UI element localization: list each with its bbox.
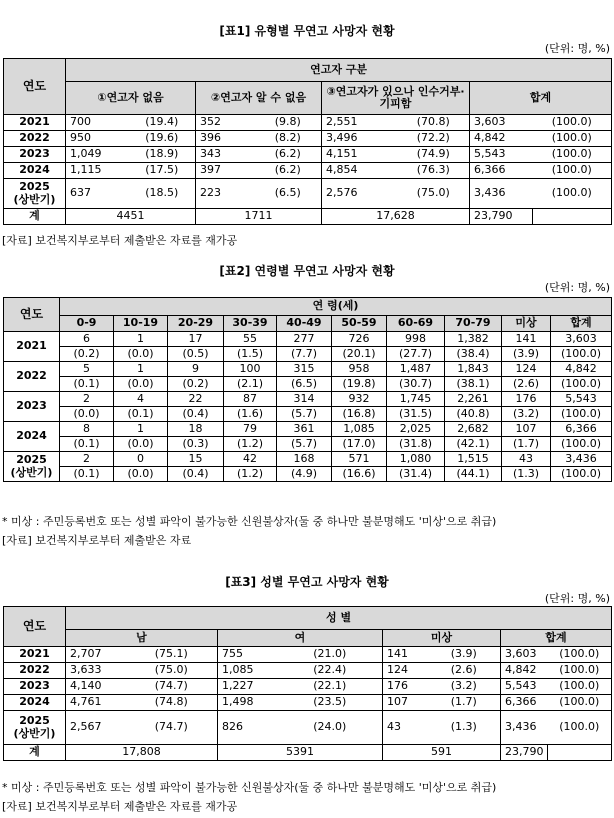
cell-percent: (100.0) xyxy=(533,163,612,179)
cell-percent: (6.5) xyxy=(255,179,322,209)
cell-percent: (0.4) xyxy=(168,467,224,482)
cell-value: 3,603 xyxy=(470,115,533,131)
cell-value: 124 xyxy=(502,362,551,377)
cell-percent: (3.9) xyxy=(502,347,551,362)
cell-percent: (75.0) xyxy=(398,179,470,209)
cell-value: 3,603 xyxy=(501,647,548,663)
cell-percent: (76.3) xyxy=(398,163,470,179)
table-row xyxy=(4,452,612,467)
cell-value: 141 xyxy=(502,332,551,347)
cell-percent: (100.0) xyxy=(551,407,612,422)
total-row xyxy=(4,209,612,225)
year-label-b: (상반기) xyxy=(13,726,56,740)
cell-value: 4,842 xyxy=(551,362,612,377)
cell-percent: (2.6) xyxy=(502,377,551,392)
cell-value: 4 xyxy=(114,392,168,407)
cell-percent: (74.8) xyxy=(126,695,218,711)
cell-value: 314 xyxy=(277,392,332,407)
total-value: 5391 xyxy=(218,745,383,761)
cell-value: 5,543 xyxy=(551,392,612,407)
cell-percent: (5.7) xyxy=(277,407,332,422)
cell-percent: (17.0) xyxy=(332,437,387,452)
cell-value: 1 xyxy=(114,332,168,347)
cell-percent: (100.0) xyxy=(533,131,612,147)
table2-group-header: 연 령(세) xyxy=(60,298,612,316)
cell-percent: (100.0) xyxy=(551,437,612,452)
cell-percent: (75.1) xyxy=(126,647,218,663)
total-value: 591 xyxy=(383,745,501,761)
cell-percent: (0.0) xyxy=(114,467,168,482)
cell-value: 932 xyxy=(332,392,387,407)
cell-value: 637 xyxy=(66,179,129,209)
cell-percent: (1.5) xyxy=(224,347,277,362)
age-col-header: 합계 xyxy=(551,316,612,332)
table1-title: [표1] 유형별 무연고 사망자 현황 xyxy=(219,24,395,38)
table3-title: [표3] 성별 무연고 사망자 현황 xyxy=(225,575,389,589)
table-row xyxy=(4,711,612,745)
cell-value: 2,576 xyxy=(322,179,398,209)
age-col-header: 20-29 xyxy=(168,316,224,332)
table2-title: [표2] 연령별 무연고 사망자 현황 xyxy=(219,264,395,278)
cell-percent: (22.1) xyxy=(278,679,383,695)
cell-value: 3,633 xyxy=(66,663,126,679)
cell-percent: (6.5) xyxy=(277,377,332,392)
total-value: 17,628 xyxy=(322,209,470,225)
cell-value: 1,227 xyxy=(218,679,278,695)
table1-source: [자료] 보건복지부로부터 제출받은 자료를 재가공 xyxy=(2,234,238,247)
table-row xyxy=(4,663,612,679)
cell-percent: (31.8) xyxy=(387,437,445,452)
cell-value: 4,842 xyxy=(470,131,533,147)
cell-percent: (44.1) xyxy=(445,467,502,482)
cell-percent: (1.3) xyxy=(502,467,551,482)
cell-value: 4,151 xyxy=(322,147,398,163)
year-label xyxy=(4,179,66,209)
cell-value: 1,085 xyxy=(332,422,387,437)
cell-percent: (0.3) xyxy=(168,437,224,452)
table1-col-unknown-kin: ②연고자 알 수 없음 xyxy=(196,82,322,115)
table3-col-unknown: 미상 xyxy=(383,630,501,647)
cell-percent: (24.0) xyxy=(278,711,383,745)
table-row xyxy=(4,467,612,482)
cell-value: 343 xyxy=(196,147,255,163)
cell-percent: (100.0) xyxy=(551,377,612,392)
year-label xyxy=(4,711,66,745)
year-label-a: 2025 xyxy=(19,714,50,728)
table1 xyxy=(3,58,612,225)
table2 xyxy=(3,297,612,482)
cell-value: 42 xyxy=(224,452,277,467)
cell-value: 352 xyxy=(196,115,255,131)
year-label: 2024 xyxy=(4,422,60,452)
cell-percent: (16.8) xyxy=(332,407,387,422)
cell-value: 2,025 xyxy=(387,422,445,437)
cell-percent: (1.2) xyxy=(224,467,277,482)
cell-value: 43 xyxy=(383,711,428,745)
cell-value: 43 xyxy=(502,452,551,467)
cell-percent: (3.2) xyxy=(428,679,501,695)
cell-value: 3,436 xyxy=(551,452,612,467)
table3-col-female: 여 xyxy=(218,630,383,647)
cell-percent: (8.2) xyxy=(255,131,322,147)
cell-percent: (17.5) xyxy=(129,163,196,179)
cell-percent: (100.0) xyxy=(533,115,612,131)
table1-col-refused: ③연고자가 있으나 인수거부·기피함 xyxy=(322,82,470,115)
cell-value: 15 xyxy=(168,452,224,467)
total-value: 17,808 xyxy=(66,745,218,761)
cell-value: 277 xyxy=(277,332,332,347)
cell-percent: (31.4) xyxy=(387,467,445,482)
cell-value: 958 xyxy=(332,362,387,377)
table3-unit: (단위: 명, %) xyxy=(544,592,610,605)
cell-value: 2,261 xyxy=(445,392,502,407)
cell-percent: (6.2) xyxy=(255,147,322,163)
cell-value: 55 xyxy=(224,332,277,347)
cell-percent: (0.5) xyxy=(168,347,224,362)
table-row xyxy=(4,347,612,362)
total-empty xyxy=(548,745,612,761)
cell-percent: (70.8) xyxy=(398,115,470,131)
table2-unit: (단위: 명, %) xyxy=(544,281,610,294)
cell-percent: (19.4) xyxy=(129,115,196,131)
cell-value: 2,682 xyxy=(445,422,502,437)
year-label: 2023 xyxy=(4,147,66,163)
cell-percent: (72.2) xyxy=(398,131,470,147)
cell-value: 2,567 xyxy=(66,711,126,745)
age-col-header: 40-49 xyxy=(277,316,332,332)
cell-percent: (100.0) xyxy=(533,147,612,163)
table-row xyxy=(4,332,612,347)
age-col-header: 10-19 xyxy=(114,316,168,332)
year-label xyxy=(4,452,60,482)
cell-percent: (100.0) xyxy=(548,711,612,745)
cell-percent: (18.9) xyxy=(129,147,196,163)
cell-value: 124 xyxy=(383,663,428,679)
cell-percent: (7.7) xyxy=(277,347,332,362)
cell-percent: (1.6) xyxy=(224,407,277,422)
cell-value: 726 xyxy=(332,332,387,347)
cell-percent: (0.0) xyxy=(60,407,114,422)
age-col-header: 70-79 xyxy=(445,316,502,332)
total-value: 1711 xyxy=(196,209,322,225)
total-empty xyxy=(533,209,612,225)
cell-percent: (100.0) xyxy=(551,467,612,482)
table-row xyxy=(4,163,612,179)
cell-percent: (22.4) xyxy=(278,663,383,679)
cell-percent: (74.7) xyxy=(126,711,218,745)
table3-col-male: 남 xyxy=(66,630,218,647)
cell-value: 2 xyxy=(60,452,114,467)
table3-year-header: 연도 xyxy=(4,607,66,647)
cell-percent: (31.5) xyxy=(387,407,445,422)
cell-percent: (74.9) xyxy=(398,147,470,163)
cell-percent: (0.4) xyxy=(168,407,224,422)
cell-percent: (42.1) xyxy=(445,437,502,452)
cell-percent: (0.0) xyxy=(114,377,168,392)
cell-value: 5 xyxy=(60,362,114,377)
year-label: 2023 xyxy=(4,679,66,695)
year-label-a: 2025 xyxy=(19,180,50,194)
cell-value: 6,366 xyxy=(551,422,612,437)
cell-percent: (0.0) xyxy=(114,437,168,452)
cell-value: 176 xyxy=(383,679,428,695)
year-label: 2024 xyxy=(4,163,66,179)
cell-value: 176 xyxy=(502,392,551,407)
year-label: 2022 xyxy=(4,663,66,679)
cell-percent: (0.2) xyxy=(168,377,224,392)
cell-value: 1,049 xyxy=(66,147,129,163)
year-label: 2023 xyxy=(4,392,60,422)
cell-percent: (27.7) xyxy=(387,347,445,362)
year-label: 2021 xyxy=(4,115,66,131)
cell-percent: (100.0) xyxy=(548,695,612,711)
cell-value: 700 xyxy=(66,115,129,131)
cell-percent: (1.3) xyxy=(428,711,501,745)
table-row xyxy=(4,437,612,452)
cell-value: 4,842 xyxy=(501,663,548,679)
cell-value: 6 xyxy=(60,332,114,347)
cell-value: 3,496 xyxy=(322,131,398,147)
year-label: 2022 xyxy=(4,131,66,147)
cell-percent: (100.0) xyxy=(533,179,612,209)
cell-percent: (23.5) xyxy=(278,695,383,711)
year-label-a: 2025 xyxy=(16,453,47,467)
cell-value: 755 xyxy=(218,647,278,663)
cell-value: 3,436 xyxy=(501,711,548,745)
cell-value: 5,543 xyxy=(501,679,548,695)
cell-value: 100 xyxy=(224,362,277,377)
cell-value: 141 xyxy=(383,647,428,663)
total-label: 계 xyxy=(4,209,66,225)
cell-percent: (38.1) xyxy=(445,377,502,392)
cell-percent: (100.0) xyxy=(551,347,612,362)
cell-value: 1,085 xyxy=(218,663,278,679)
cell-value: 107 xyxy=(383,695,428,711)
cell-value: 5,543 xyxy=(470,147,533,163)
table3 xyxy=(3,606,612,761)
cell-value: 6,366 xyxy=(501,695,548,711)
cell-percent: (3.2) xyxy=(502,407,551,422)
cell-value: 1,115 xyxy=(66,163,129,179)
cell-percent: (9.8) xyxy=(255,115,322,131)
cell-percent: (5.7) xyxy=(277,437,332,452)
cell-value: 1,843 xyxy=(445,362,502,377)
table3-group-header: 성 별 xyxy=(66,607,612,630)
age-col-header: 30-39 xyxy=(224,316,277,332)
cell-percent: (75.0) xyxy=(126,663,218,679)
cell-percent: (3.9) xyxy=(428,647,501,663)
cell-value: 361 xyxy=(277,422,332,437)
cell-value: 315 xyxy=(277,362,332,377)
year-label-b: (상반기) xyxy=(10,465,53,479)
table1-group-header: 연고자 구분 xyxy=(66,59,612,82)
cell-value: 1,498 xyxy=(218,695,278,711)
cell-percent: (0.1) xyxy=(60,467,114,482)
cell-percent: (38.4) xyxy=(445,347,502,362)
table1-col-total: 합계 xyxy=(470,82,612,115)
cell-percent: (1.7) xyxy=(428,695,501,711)
cell-value: 3,436 xyxy=(470,179,533,209)
cell-percent: (30.7) xyxy=(387,377,445,392)
cell-percent: (2.1) xyxy=(224,377,277,392)
age-col-header: 60-69 xyxy=(387,316,445,332)
table3-col-total: 합계 xyxy=(501,630,612,647)
cell-value: 107 xyxy=(502,422,551,437)
age-col-header: 50-59 xyxy=(332,316,387,332)
cell-value: 79 xyxy=(224,422,277,437)
total-row xyxy=(4,745,612,761)
cell-value: 9 xyxy=(168,362,224,377)
cell-percent: (6.2) xyxy=(255,163,322,179)
cell-percent: (2.6) xyxy=(428,663,501,679)
table-row xyxy=(4,647,612,663)
cell-percent: (0.1) xyxy=(60,377,114,392)
cell-percent: (0.1) xyxy=(114,407,168,422)
cell-percent: (100.0) xyxy=(548,679,612,695)
cell-percent: (0.0) xyxy=(114,347,168,362)
table1-unit: (단위: 명, %) xyxy=(544,42,610,55)
year-label: 2022 xyxy=(4,362,60,392)
cell-value: 87 xyxy=(224,392,277,407)
cell-value: 1 xyxy=(114,362,168,377)
total-value: 4451 xyxy=(66,209,196,225)
table2-year-header: 연도 xyxy=(4,298,60,332)
cell-value: 4,761 xyxy=(66,695,126,711)
table-row xyxy=(4,377,612,392)
cell-percent: (0.1) xyxy=(60,437,114,452)
table2-source: [자료] 보건복지부로부터 제출받은 자료 xyxy=(2,534,192,547)
cell-value: 1 xyxy=(114,422,168,437)
cell-value: 998 xyxy=(387,332,445,347)
table3-source: [자료] 보건복지부로부터 제출받은 자료를 재가공 xyxy=(2,800,238,813)
table2-footnote: * 미상 : 주민등록번호 또는 성별 파악이 불가능한 신원불상자(둘 중 하나만 불분명해도 '미상'으로 취급) xyxy=(2,515,497,528)
cell-value: 168 xyxy=(277,452,332,467)
table-row xyxy=(4,407,612,422)
cell-value: 1,487 xyxy=(387,362,445,377)
table-row xyxy=(4,115,612,131)
cell-percent: (40.8) xyxy=(445,407,502,422)
cell-value: 3,603 xyxy=(551,332,612,347)
cell-value: 1,515 xyxy=(445,452,502,467)
age-col-header: 미상 xyxy=(502,316,551,332)
cell-percent: (100.0) xyxy=(548,647,612,663)
cell-value: 2 xyxy=(60,392,114,407)
cell-value: 826 xyxy=(218,711,278,745)
table-row xyxy=(4,679,612,695)
table-row xyxy=(4,131,612,147)
cell-percent: (100.0) xyxy=(548,663,612,679)
age-col-header: 0-9 xyxy=(60,316,114,332)
table-row xyxy=(4,362,612,377)
table-row xyxy=(4,179,612,209)
year-label: 2021 xyxy=(4,647,66,663)
total-value: 23,790 xyxy=(470,209,533,225)
cell-percent: (19.6) xyxy=(129,131,196,147)
cell-value: 223 xyxy=(196,179,255,209)
cell-percent: (20.1) xyxy=(332,347,387,362)
cell-value: 4,140 xyxy=(66,679,126,695)
cell-percent: (1.7) xyxy=(502,437,551,452)
cell-value: 17 xyxy=(168,332,224,347)
cell-percent: (18.5) xyxy=(129,179,196,209)
cell-percent: (16.6) xyxy=(332,467,387,482)
year-label: 2021 xyxy=(4,332,60,362)
cell-value: 8 xyxy=(60,422,114,437)
cell-percent: (4.9) xyxy=(277,467,332,482)
cell-value: 0 xyxy=(114,452,168,467)
cell-value: 18 xyxy=(168,422,224,437)
year-label: 2024 xyxy=(4,695,66,711)
cell-value: 1,382 xyxy=(445,332,502,347)
cell-value: 22 xyxy=(168,392,224,407)
cell-value: 396 xyxy=(196,131,255,147)
cell-value: 4,854 xyxy=(322,163,398,179)
table-row xyxy=(4,392,612,407)
cell-percent: (74.7) xyxy=(126,679,218,695)
cell-value: 2,707 xyxy=(66,647,126,663)
cell-value: 571 xyxy=(332,452,387,467)
table1-col-no-kin: ①연고자 없음 xyxy=(66,82,196,115)
cell-percent: (0.2) xyxy=(60,347,114,362)
year-label-b: (상반기) xyxy=(13,192,56,206)
table1-year-header: 연도 xyxy=(4,59,66,115)
cell-value: 397 xyxy=(196,163,255,179)
table-row xyxy=(4,695,612,711)
table3-footnote: * 미상 : 주민등록번호 또는 성별 파악이 불가능한 신원불상자(둘 중 하나만 불분명해도 '미상'으로 취급) xyxy=(2,781,497,794)
table-row xyxy=(4,147,612,163)
cell-value: 1,080 xyxy=(387,452,445,467)
cell-percent: (21.0) xyxy=(278,647,383,663)
cell-percent: (1.2) xyxy=(224,437,277,452)
cell-value: 6,366 xyxy=(470,163,533,179)
cell-value: 1,745 xyxy=(387,392,445,407)
table-row xyxy=(4,422,612,437)
cell-percent: (19.8) xyxy=(332,377,387,392)
cell-value: 950 xyxy=(66,131,129,147)
total-label: 계 xyxy=(4,745,66,761)
cell-value: 2,551 xyxy=(322,115,398,131)
total-value: 23,790 xyxy=(501,745,548,761)
